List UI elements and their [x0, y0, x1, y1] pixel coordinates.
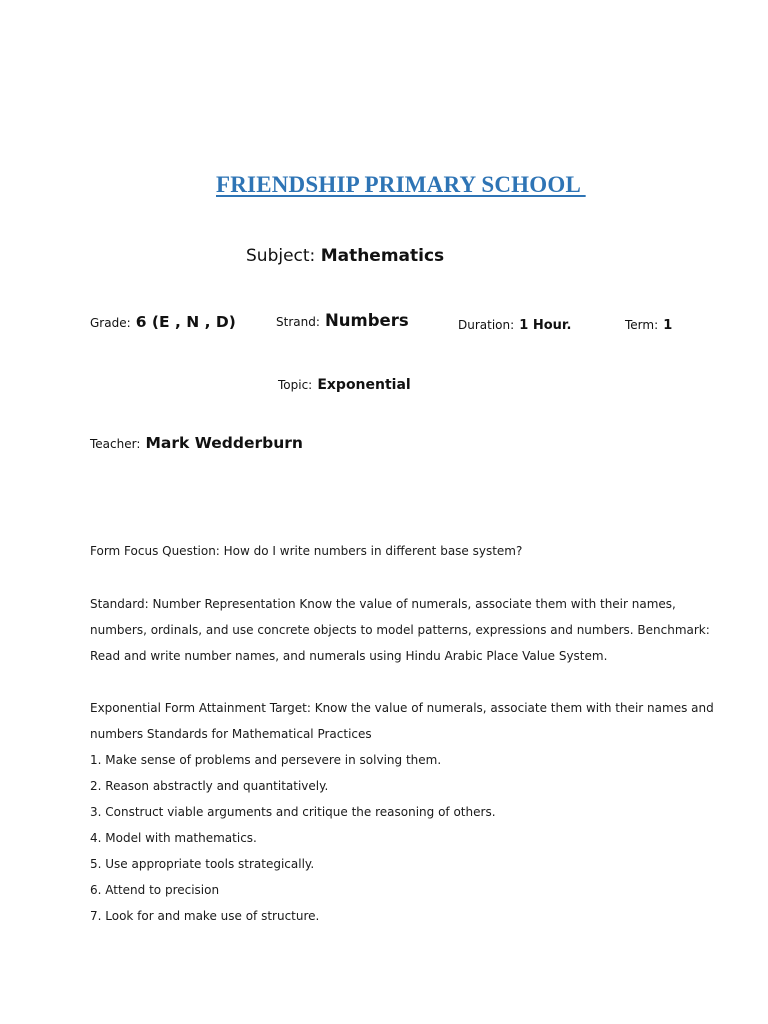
standard-paragraph [90, 591, 710, 669]
teacher-value: Mark Wedderburn [145, 434, 303, 452]
practice-item: 7. Look for and make use of structure. [90, 909, 320, 923]
topic-field [278, 374, 411, 393]
practice-item: 2. Reason abstractly and quantitatively. [90, 779, 329, 793]
subject-label: Subject: [246, 246, 316, 266]
practice-item: 3. Construct viable arguments and critique the reasoning of others. [90, 805, 496, 819]
grade-field [90, 312, 236, 331]
duration-field [458, 314, 571, 333]
term-label: Term: [625, 318, 659, 332]
practice-item: 1. Make sense of problems and persevere in solving them. [90, 753, 442, 767]
teacher-label: Teacher: [90, 437, 141, 451]
grade-value: 6 (E , N , D) [135, 313, 236, 331]
target-line: Exponential Form Attainment Target: Know the value of numerals, associate them with their names and [90, 701, 714, 715]
strand-value: Numbers [324, 311, 409, 330]
standard-line: numbers, ordinals, and use concrete objects to model patterns, expressions and numbers. Benchmark: [90, 623, 710, 637]
subject-value: Mathematics [320, 246, 445, 266]
standard-line: Standard: Number Representation Know the value of numerals, associate them with their names, [90, 597, 676, 611]
topic-value: Exponential [317, 377, 411, 393]
subject-line [246, 246, 444, 266]
grade-label: Grade: [90, 316, 131, 330]
term-field [625, 314, 672, 333]
strand-label: Strand: [276, 315, 320, 329]
topic-label: Topic: [278, 378, 313, 392]
practice-item: 6. Attend to precision [90, 883, 220, 897]
practice-item: 4. Model with mathematics. [90, 831, 257, 845]
term-value: 1 [663, 318, 673, 333]
teacher-field [90, 433, 303, 452]
focus-question-text: Form Focus Question: How do I write numbers in different base system? [90, 544, 523, 558]
target-line: numbers Standards for Mathematical Practices [90, 727, 372, 741]
focus-question [90, 538, 690, 564]
school-title: FRIENDSHIP PRIMARY SCHOOL [216, 172, 586, 197]
duration-value: 1 Hour. [519, 318, 572, 333]
strand-field [276, 311, 409, 330]
standard-line: Read and write number names, and numerals using Hindu Arabic Place Value System. [90, 649, 608, 663]
duration-label: Duration: [458, 318, 515, 332]
practice-item: 5. Use appropriate tools strategically. [90, 857, 315, 871]
attainment-target-paragraph [90, 695, 714, 929]
